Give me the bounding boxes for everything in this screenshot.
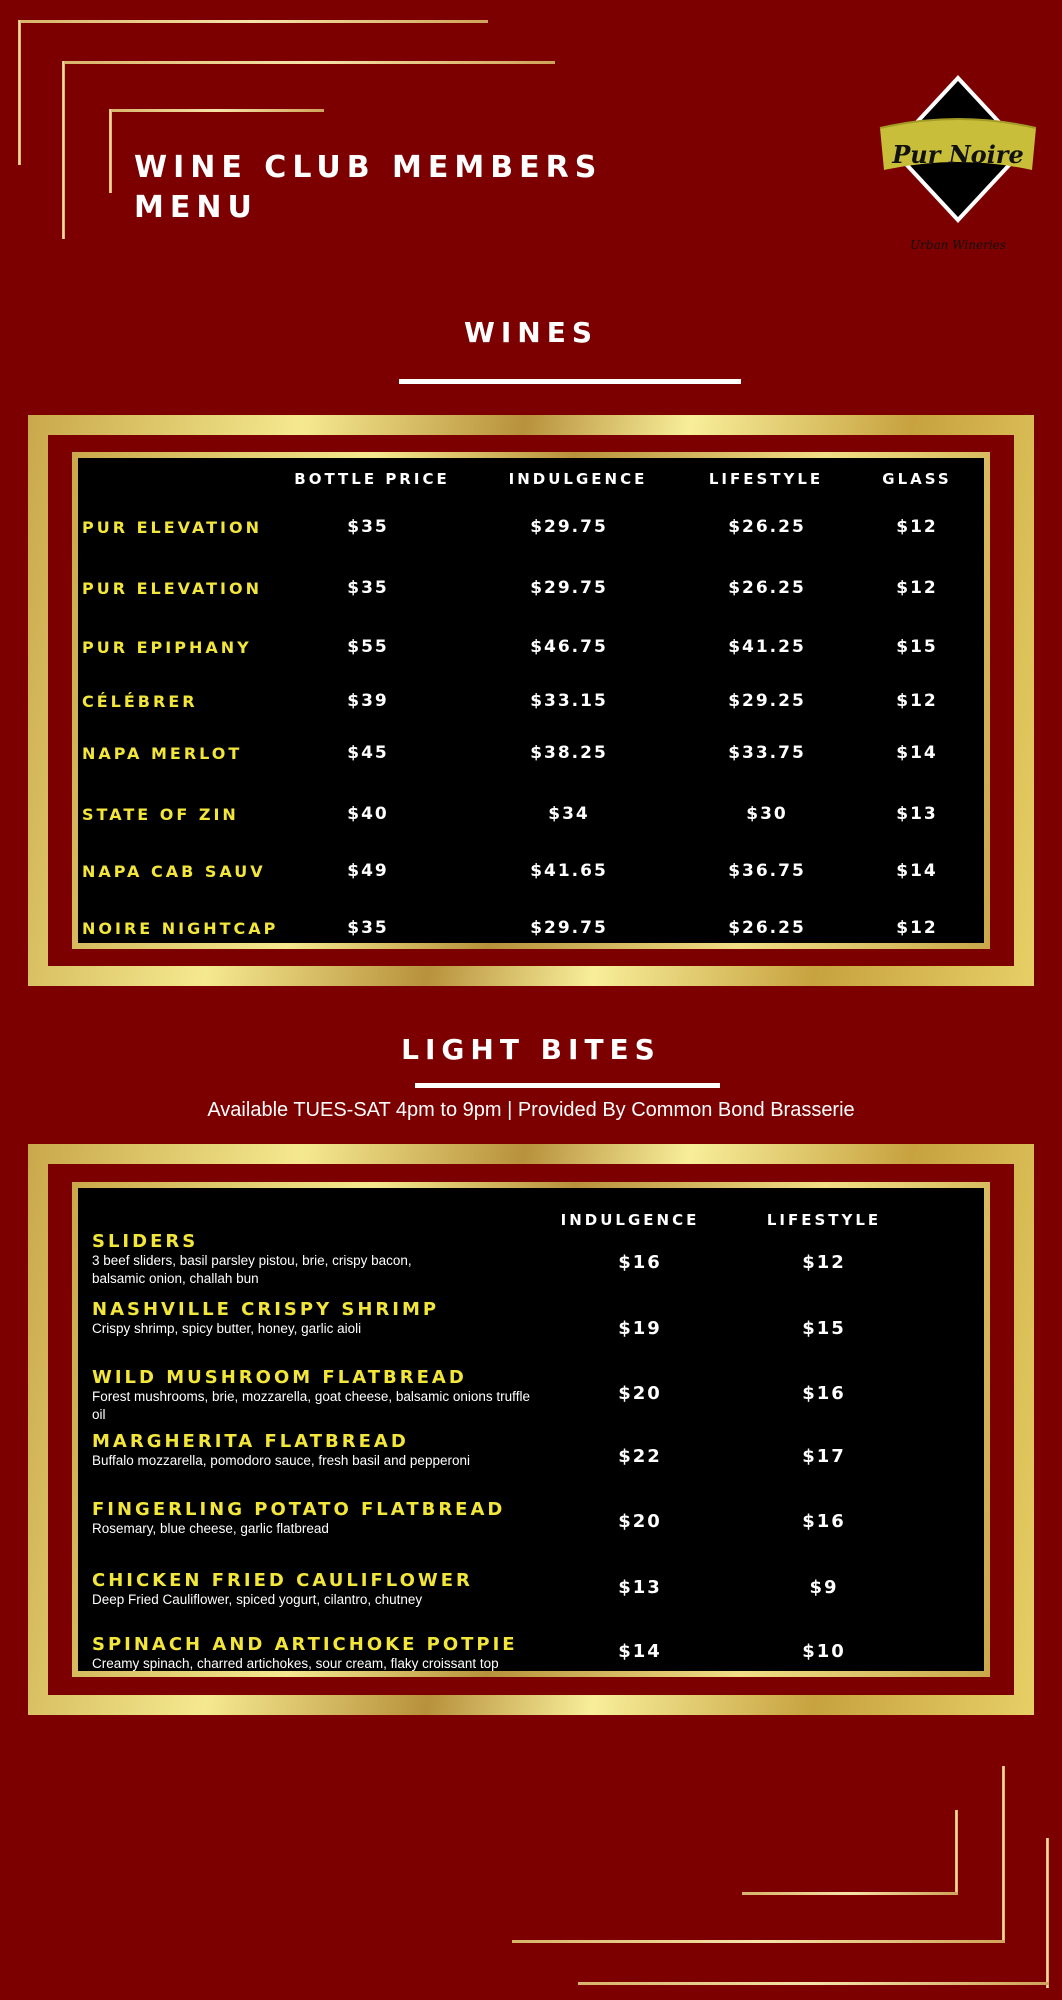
wine-price-bottle: $49 [347,861,389,881]
bites-subtitle: Available TUES-SAT 4pm to 9pm | Provided By Common Bond Brasserie [207,1099,855,1121]
col-bottle-price: BOTTLE PRICE [294,470,450,488]
decor-line [62,61,555,64]
logo-brand: Pur Noire [892,140,1024,169]
bite-name: WILD MUSHROOM FLATBREAD [92,1367,467,1388]
wine-price-bottle: $45 [347,743,389,763]
bite-name: MARGHERITA FLATBREAD [92,1431,409,1452]
col-indulgence: INDULGENCE [560,1211,700,1229]
wine-price-glass: $15 [896,637,938,657]
decor-line [18,20,488,23]
bite-description: Deep Fried Cauliflower, spiced yogurt, cilantro, chutney [92,1592,423,1607]
title-line-2: MENU [134,190,258,225]
wine-price-glass: $12 [896,691,938,711]
wine-price-indulgence: $29.75 [530,517,608,537]
bite-price-indulgence: $20 [618,1511,662,1532]
wine-price-indulgence: $41.65 [530,861,608,881]
wine-price-bottle: $35 [347,578,389,598]
wines-title: WINES [463,316,599,349]
bite-name: SLIDERS [92,1231,199,1252]
wine-price-indulgence: $33.15 [530,691,608,711]
logo-diamond-icon [878,74,1038,264]
bite-name: NASHVILLE CRISPY SHRIMP [92,1299,440,1320]
wine-price-glass: $12 [896,517,938,537]
wine-price-bottle: $35 [347,517,389,537]
bite-price-indulgence: $13 [618,1577,662,1598]
decor-line [955,1810,958,1894]
wine-price-glass: $12 [896,918,938,938]
wine-price-lifestyle: $41.25 [728,637,806,657]
wine-price-bottle: $35 [347,918,389,938]
bite-price-indulgence: $16 [618,1252,662,1273]
wines-rule [399,379,741,384]
bite-price-indulgence: $14 [618,1641,662,1662]
decor-line [742,1892,958,1895]
logo-tagline: Urban Wineries [910,238,1006,252]
bite-price-lifestyle: $16 [802,1383,846,1404]
bites-title: LIGHT BITES [401,1033,661,1066]
wine-name: PUR ELEVATION [82,518,262,537]
decor-line [109,109,324,112]
wine-price-glass: $14 [896,861,938,881]
wine-price-indulgence: $38.25 [530,743,608,763]
bites-rule [415,1083,720,1088]
wine-price-glass: $13 [896,804,938,824]
bite-description: 3 beef sliders, basil parsley pistou, brie, crispy bacon, balsamic onion, challah bun [92,1253,412,1286]
bite-price-indulgence: $20 [618,1383,662,1404]
decor-line [578,1982,1049,1985]
wine-name: NOIRE NIGHTCAP [82,919,279,938]
bite-name: FINGERLING POTATO FLATBREAD [92,1499,506,1520]
wine-price-glass: $14 [896,743,938,763]
wine-price-lifestyle: $30 [746,804,788,824]
wine-price-indulgence: $46.75 [530,637,608,657]
wine-name: STATE OF ZIN [82,805,239,824]
wine-name: NAPA CAB SAUV [82,862,266,881]
bite-price-lifestyle: $15 [802,1318,846,1339]
wine-price-lifestyle: $26.25 [728,517,806,537]
wine-price-glass: $12 [896,578,938,598]
bite-price-indulgence: $19 [618,1318,662,1339]
bite-name: SPINACH AND ARTICHOKE POTPIE [92,1634,518,1655]
wine-name: NAPA MERLOT [82,744,243,763]
col-lifestyle: LIFESTYLE [708,470,824,488]
bite-description: Crispy shrimp, spicy butter, honey, garlic aioli [92,1321,362,1336]
bite-price-lifestyle: $17 [802,1446,846,1467]
wine-name: PUR EPIPHANY [82,638,252,657]
decor-line [512,1940,1005,1943]
title-line-1: WINE CLUB MEMBERS [134,150,603,185]
bite-description: Rosemary, blue cheese, garlic flatbread [92,1521,329,1536]
decor-line [1002,1766,1005,1942]
wine-price-lifestyle: $26.25 [728,578,806,598]
bite-price-lifestyle: $9 [809,1577,839,1598]
decor-line [18,20,21,165]
wine-price-indulgence: $34 [548,804,590,824]
wine-price-lifestyle: $26.25 [728,918,806,938]
wine-price-bottle: $40 [347,804,389,824]
wine-price-lifestyle: $33.75 [728,743,806,763]
wine-price-bottle: $55 [347,637,389,657]
decor-line [109,109,112,193]
decor-line [1046,1838,1049,1988]
wine-name: CÉLÉBRER [82,692,198,711]
wine-name: PUR ELEVATION [82,579,262,598]
bite-price-lifestyle: $16 [802,1511,846,1532]
wine-price-indulgence: $29.75 [530,918,608,938]
bite-description: Forest mushrooms, brie, mozzarella, goat cheese, balsamic onions truffle oil [92,1389,530,1422]
bite-name: CHICKEN FRIED CAULIFLOWER [92,1570,473,1591]
wine-price-indulgence: $29.75 [530,578,608,598]
bite-price-lifestyle: $10 [802,1641,846,1662]
bite-description: Creamy spinach, charred artichokes, sour cream, flaky croissant top [92,1656,499,1671]
page-title [134,148,602,228]
bite-price-lifestyle: $12 [802,1252,846,1273]
decor-line [62,61,65,239]
col-glass: GLASS [882,470,952,488]
brand-logo [878,74,1038,264]
col-lifestyle: LIFESTYLE [766,1211,882,1229]
bite-description: Buffalo mozzarella, pomodoro sauce, fresh basil and pepperoni [92,1453,470,1468]
col-indulgence: INDULGENCE [508,470,648,488]
wine-price-lifestyle: $36.75 [728,861,806,881]
bite-price-indulgence: $22 [618,1446,662,1467]
wine-price-bottle: $39 [347,691,389,711]
wine-price-lifestyle: $29.25 [728,691,806,711]
